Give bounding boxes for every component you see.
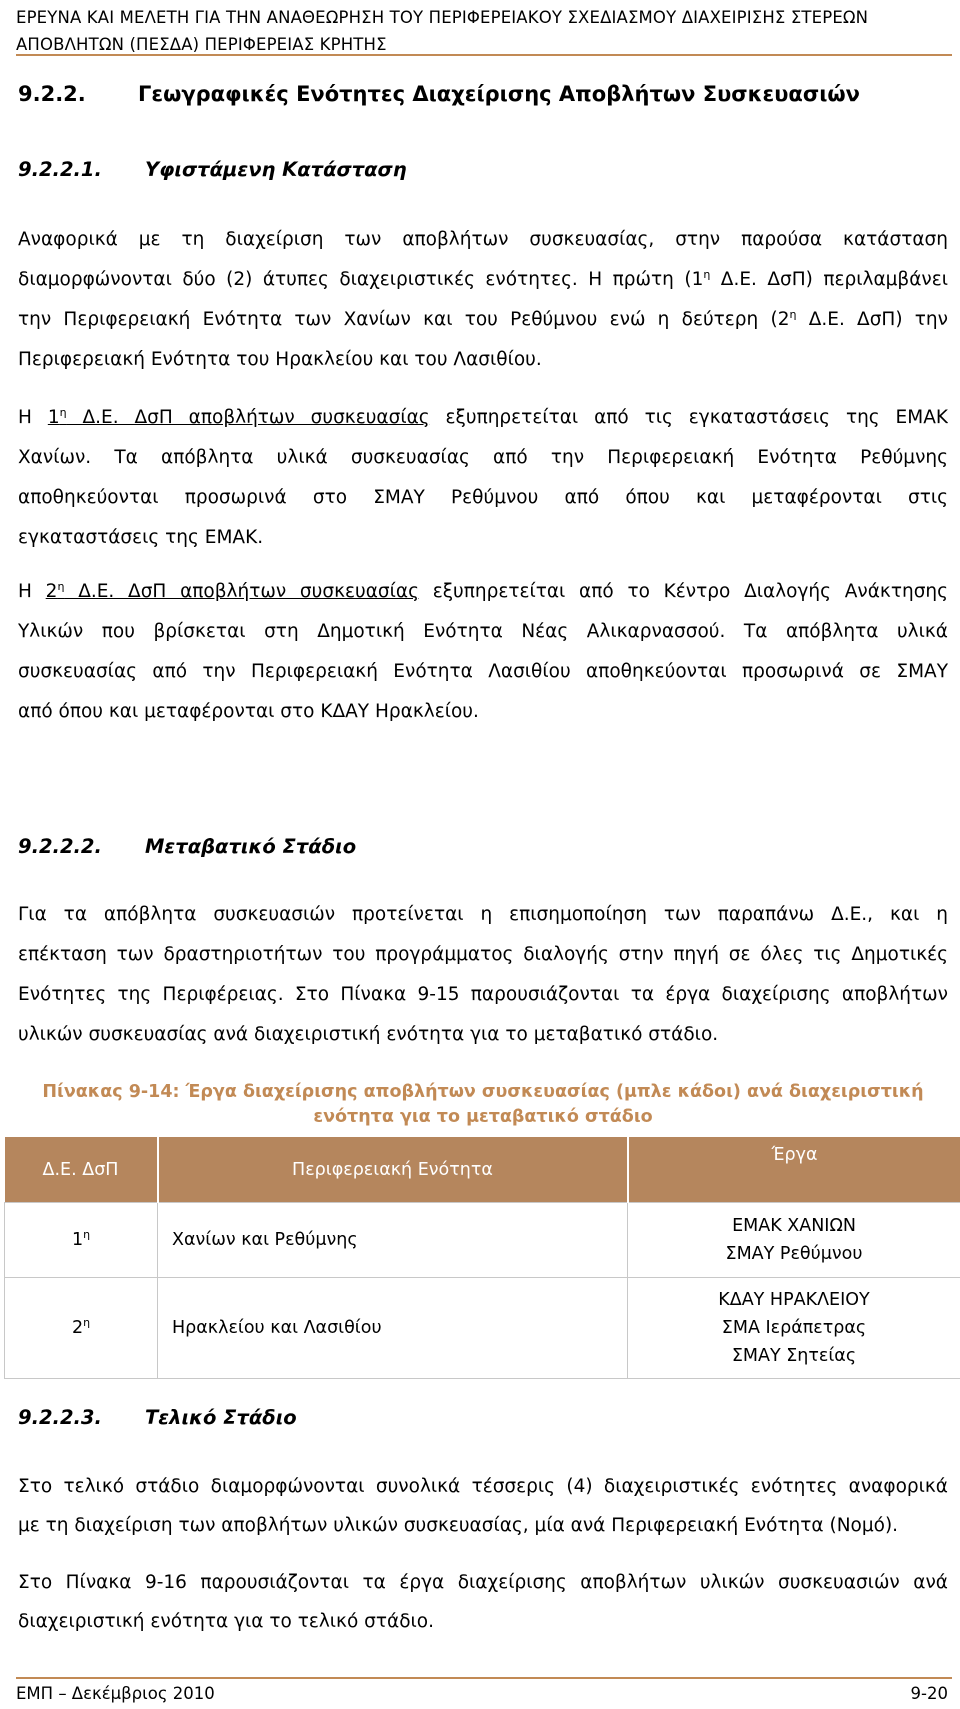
text-line: υλικών συσκευασίας ανά διαχειριστική ενότητα για το μεταβατικό στάδιο. (18, 1024, 719, 1045)
paragraph-existing-3 (18, 572, 948, 732)
table-row (5, 1203, 960, 1278)
column-header: Έργα (628, 1137, 960, 1203)
section-heading (18, 82, 860, 106)
table-cell: Ηρακλείου και Λασιθίου (158, 1278, 628, 1379)
subsection-heading-transitional (18, 835, 356, 858)
footer-divider (16, 1677, 952, 1679)
page-number: 9-20 (910, 1684, 948, 1703)
subsection-number: 9.2.2.2. (18, 835, 102, 858)
subsection-title: Υφιστάμενη Κατάσταση (145, 158, 407, 181)
text-line: επέκταση των δραστηριοτήτων του προγράμματος διαλογής στην πηγή σε όλες τις Δημοτικές (18, 944, 948, 965)
text-line: διαχειριστική ενότητα για το τελικό στάδιο. (18, 1611, 434, 1632)
table-cell: ΚΔΑΥ ΗΡΑΚΛΕΙΟΥ ΣΜΑ Ιεράπετρας ΣΜΑΥ Σητείας (628, 1278, 960, 1379)
paragraph-final-1 (18, 1467, 948, 1545)
text-line: αποθηκεύονται προσωρινά στο ΣΜΑΥ Ρεθύμνου από όπου και μεταφέρονται στις (18, 487, 948, 508)
works-table (4, 1137, 960, 1379)
subsection-title: Μεταβατικό Στάδιο (145, 835, 357, 858)
text-line: Για τα απόβλητα συσκευασιών προτείνεται η επισημοποίηση των παραπάνω Δ.Ε., και η (18, 904, 948, 925)
text-line: Στο Πίνακα 9-16 παρουσιάζονται τα έργα διαχείρισης αποβλήτων υλικών συσκευασιών ανά (18, 1572, 948, 1593)
subsection-title: Τελικό Στάδιο (145, 1406, 297, 1429)
subsection-number: 9.2.2.3. (18, 1406, 102, 1429)
subsection-heading-final (18, 1406, 297, 1429)
header-divider (16, 54, 952, 56)
text-line: Χανίων. Τα απόβλητα υλικά συσκευασίας από την Περιφερειακή Ενότητα Ρεθύμνης (18, 447, 948, 468)
header-line-1: ΕΡΕΥΝΑ ΚΑΙ ΜΕΛΕΤΗ ΓΙΑ ΤΗΝ ΑΝΑΘΕΩΡΗΣΗ ΤΟΥ ΠΕΡΙΦΕΡΕΙΑΚΟΥ ΣΧΕΔΙΑΣΜΟΥ ΔΙΑΧΕΙΡΙΣΗΣ ΣΤΕΡΕΩΝ (16, 8, 869, 27)
section-title: Γεωγραφικές Ενότητες Διαχείρισης Αποβλήτων Συσκευασιών (138, 82, 860, 106)
text-line: Ενότητες της Περιφέρειας. Στο Πίνακα 9-15 παρουσιάζονται τα έργα διαχείρισης αποβλήτων (18, 984, 948, 1005)
table-caption: Πίνακας 9-14: Έργα διαχείρισης αποβλήτων συσκευασίας (μπλε κάδοι) ανά διαχειριστική ενότητα για το μεταβατικό στάδιο (42, 1082, 924, 1127)
text-line: την Περιφερειακή Ενότητα των Χανίων και του Ρεθύμνου ενώ η δεύτερη ($2^\eta$ Δ.Ε. ΔσΠ) την (18, 307, 948, 330)
table-cell: Χανίων και Ρεθύμνης (158, 1203, 628, 1278)
text-line: συσκευασίας από την Περιφερειακή Ενότητα Λασιθίου αποθηκεύονται προσωρινά σε ΣΜΑΥ (18, 661, 948, 682)
footer-source: ΕΜΠ – Δεκέμβριος 2010 (16, 1684, 215, 1703)
text-line: Αναφορικά με τη διαχείριση των αποβλήτων συσκευασίας, στην παρούσα κατάσταση (18, 229, 948, 250)
paragraph-existing-2 (18, 398, 948, 558)
text-line: Περιφερειακή Ενότητα του Ηρακλείου και του Λασιθίου. (18, 349, 542, 370)
column-header: Δ.Ε. ΔσΠ (5, 1137, 158, 1203)
table-cell: ΕΜΑΚ ΧΑΝΙΩΝ ΣΜΑΥ Ρεθύμνου (628, 1203, 960, 1278)
text-line: Υλικών που βρίσκεται στη Δημοτική Ενότητα Νέας Αλικαρνασσού. Τα απόβλητα υλικά (18, 621, 948, 642)
table-row (5, 1278, 960, 1379)
paragraph-existing-1 (18, 220, 948, 380)
running-header (16, 4, 951, 58)
paragraph-transitional (18, 895, 948, 1055)
text-line: με τη διαχείριση των αποβλήτων υλικών συσκευασίας, μία ανά Περιφερειακή Ενότητα (Νομό). (18, 1515, 899, 1536)
text-line: διαμορφώνονται δύο (2) άτυπες διαχειριστικές ενότητες. Η πρώτη ($1^\eta$ Δ.Ε. ΔσΠ) περιλαμβάνει (18, 267, 948, 290)
text-line: Η $2^\eta$ Δ.Ε. ΔσΠ αποβλήτων συσκευασίας εξυπηρετείται από το Κέντρο Διαλογής Ανάκτησης (18, 579, 948, 602)
table-header-row (5, 1137, 960, 1203)
table-cell: $2^\eta$ (5, 1278, 158, 1379)
column-header: Περιφερειακή Ενότητα (158, 1137, 628, 1203)
text-line: εγκαταστάσεις της ΕΜΑΚ. (18, 527, 264, 548)
text-line: Στο τελικό στάδιο διαμορφώνονται συνολικά τέσσερις (4) διαχειριστικές ενότητες αναφορικά (18, 1476, 948, 1497)
header-line-2: ΑΠΟΒΛΗΤΩΝ (ΠΕΣΔΑ) ΠΕΡΙΦΕΡΕΙΑΣ ΚΡΗΤΗΣ (16, 35, 387, 54)
text-line: Η $1^\eta$ Δ.Ε. ΔσΠ αποβλήτων συσκευασίας εξυπηρετείται από τις εγκαταστάσεις της ΕΜΑΚ (18, 405, 948, 428)
table-cell: $1^\eta$ (5, 1203, 158, 1278)
subsection-number: 9.2.2.1. (18, 158, 102, 181)
paragraph-final-2 (18, 1563, 948, 1641)
text-line: από όπου και μεταφέρονται στο ΚΔΑΥ Ηρακλείου. (18, 701, 479, 722)
section-number: 9.2.2. (18, 82, 86, 106)
subsection-heading-existing (18, 158, 407, 181)
